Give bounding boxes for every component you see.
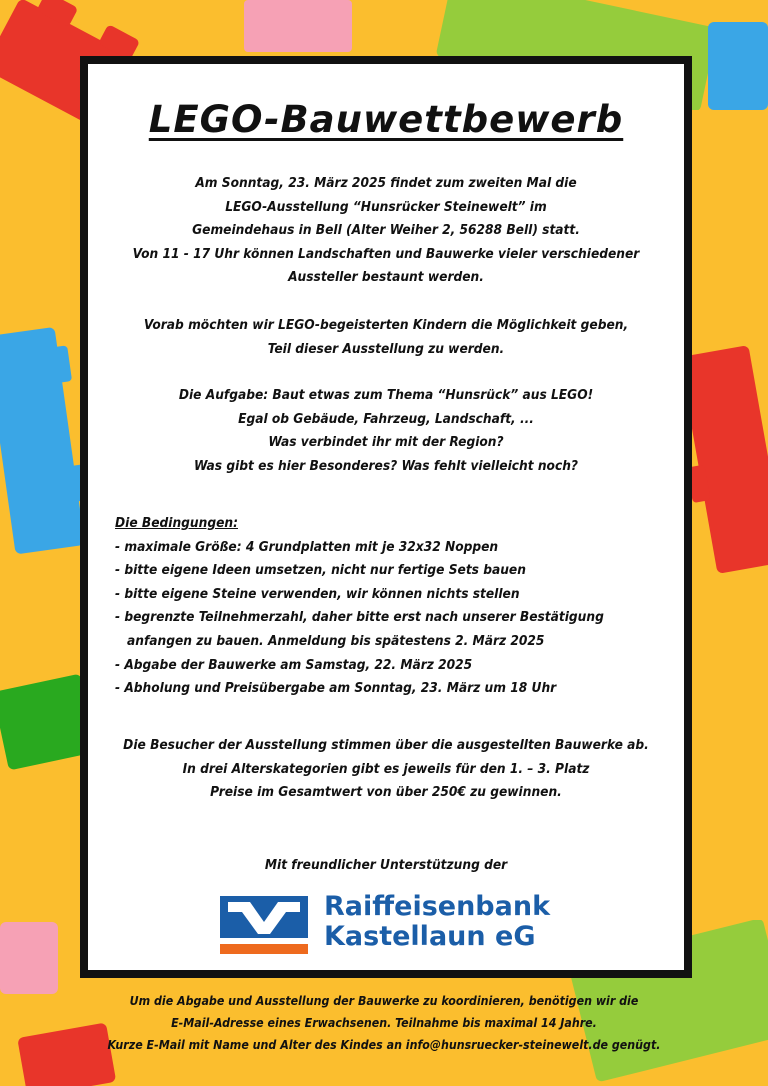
intro-line: LEGO-Ausstellung “Hunsrücker Steinewelt” im xyxy=(225,198,547,215)
footer-line: E-Mail-Adresse eines Erwachsenen. Teilnahme bis maximal 14 Jahre. xyxy=(171,1016,597,1030)
prizes-line: In drei Alterskategorien gibt es jeweils für den 1. – 3. Platz xyxy=(182,760,590,777)
condition-item: - Abholung und Preisübergabe am Sonntag, 23. März um 18 Uhr xyxy=(115,680,557,697)
condition-item: anfangen zu bauen. Anmeldung bis spätestens 2. März 2025 xyxy=(127,632,545,649)
intro-line: Aussteller bestaunt werden. xyxy=(288,269,484,286)
task-line: Was gibt es hier Besonderes? Was fehlt vielleicht noch? xyxy=(193,457,578,474)
intro-line: Am Sonntag, 23. März 2025 findet zum zweiten Mal die xyxy=(195,175,577,191)
red-brick-right xyxy=(690,340,768,580)
conditions-heading: Die Bedingungen: xyxy=(115,515,238,531)
condition-item: - bitte eigene Steine verwenden, wir können nichts stellen xyxy=(115,585,520,602)
prizes-line: Die Besucher der Ausstellung stimmen über die ausgestellten Bauwerke ab. xyxy=(123,737,649,753)
invite-line: Vorab möchten wir LEGO-begeisterten Kindern die Möglichkeit geben, xyxy=(143,317,629,333)
blue-brick-top-right xyxy=(700,16,768,116)
footer-line: Um die Abgabe und Ausstellung der Bauwerke zu koordinieren, benötigen wir die xyxy=(129,994,639,1008)
condition-item: - bitte eigene Ideen umsetzen, nicht nur fertige Sets bauen xyxy=(115,562,526,579)
bank-name-line1: Raiffeisenbank xyxy=(324,891,551,922)
pink-brick-bottom-left xyxy=(0,920,60,1000)
condition-item: - maximale Größe: 4 Grundplatten mit je 32x32 Noppen xyxy=(115,538,499,555)
condition-item: - Abgabe der Bauwerke am Samstag, 22. März 2025 xyxy=(115,656,473,673)
poster-panel xyxy=(80,56,692,978)
prizes-line: Preise im Gesamtwert von über 250€ zu gewinnen. xyxy=(210,784,562,801)
page-title: LEGO-Bauwettbewerb xyxy=(148,98,624,141)
bank-logo-icon xyxy=(220,896,308,956)
invite-line: Teil dieser Ausstellung zu werden. xyxy=(267,340,505,357)
task-line: Die Aufgabe: Baut etwas zum Thema “Hunsrück” aus LEGO! xyxy=(178,387,594,403)
intro-line: Gemeindehaus in Bell (Alter Weiher 2, 56288 Bell) statt. xyxy=(192,222,580,239)
pink-brick-top xyxy=(238,0,358,60)
prizes-paragraph xyxy=(98,734,674,805)
bank-name xyxy=(324,892,550,952)
task-line: Was verbindet ihr mit der Region? xyxy=(268,434,504,451)
blue-brick-left xyxy=(0,320,90,560)
bank-name-line2: Kastellaun eG xyxy=(324,921,536,952)
task-paragraph xyxy=(98,384,674,478)
condition-item: - begrenzte Teilnehmerzahl, daher bitte erst nach unserer Bestätigung xyxy=(115,609,604,626)
footer-note xyxy=(0,990,768,1056)
sponsor-logo xyxy=(220,892,580,962)
conditions-list xyxy=(115,512,674,701)
sponsor-label: Mit freundlicher Unterstützung der xyxy=(264,857,508,873)
intro-paragraph xyxy=(98,172,674,290)
intro-line: Von 11 - 17 Uhr können Landschaften und Bauwerke vieler verschiedener xyxy=(132,245,640,262)
footer-line: Kurze E-Mail mit Name und Alter des Kindes an info@hunsruecker-steinewelt.de genügt. xyxy=(107,1038,661,1052)
task-line: Egal ob Gebäude, Fahrzeug, Landschaft, ... xyxy=(238,410,534,427)
invite-paragraph xyxy=(98,314,674,361)
